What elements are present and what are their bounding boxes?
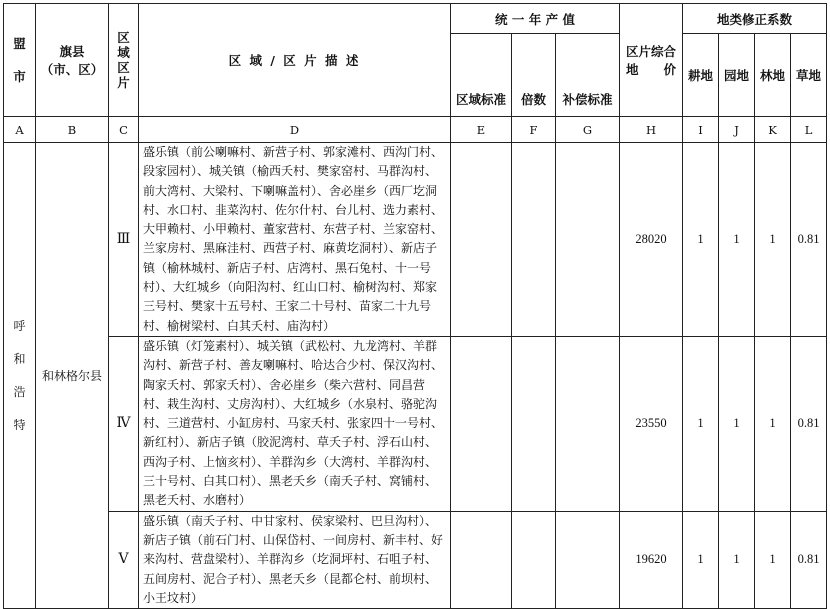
multiple-cell [512, 511, 556, 608]
garden-coefficient-cell: 1 [719, 143, 755, 337]
grass-coefficient-cell: 0.81 [791, 143, 827, 337]
description-cell: 盛乐镇（前公喇嘛村、新营子村、郭家滩村、西沟门村、段家园村）、城关镇（榆西夭村、樊家窑村、马群沟村、前大湾村、大梁村、下喇嘛盖村）、舍必崖乡（西厂圪洞村、水口村、韭菜沟村、佐尔什村、台儿村、选力素村、大甲赖村、小甲赖村、董家营村、东营子村、兰家窑村、兰家房村、黑麻洼村、西营子村、麻黄圪洞村）、新店子镇（榆林城村、新店子村、店湾村、黑石兔村、十一号村）、大红城乡（向阳沟村、红山口村、榆树沟村、郑家三号村、樊家十五号村、王家二十号村、苗家二十九号村、榆树梁村、白其夭村、庙沟村） [139, 143, 451, 337]
header-multiple: 倍数 [512, 34, 556, 117]
header-annual-output: 统 一 年 产 值 [451, 4, 620, 34]
column-letter: G [556, 117, 620, 143]
header-county: 旗县 （市、区） [36, 4, 109, 117]
header-row-1 [4, 4, 827, 34]
header-forest: 林地 [755, 34, 791, 117]
column-letter: D [139, 117, 451, 143]
grass-coefficient-cell: 0.81 [791, 511, 827, 608]
column-letter: C [109, 117, 139, 143]
description-cell: 盛乐镇（南夭子村、中甘家村、侯家梁村、巴旦沟村）、新店子镇（前石门村、山保岱村、一间房村、新丰村、好来沟村、营盘梁村）、羊群沟乡（圪洞坪村、石咀子村、五间房村、泥合子村）、黑老夭乡（昆都仑村、前坝村、小王坟村） [139, 511, 451, 608]
column-letter: J [719, 117, 755, 143]
header-compensation-standard: 补偿标准 [556, 34, 620, 117]
header-zone: 区域区片 [109, 4, 139, 117]
column-letter: L [791, 117, 827, 143]
zone-cell: Ⅴ [109, 511, 139, 608]
header-regional-standard: 区域标准 [451, 34, 512, 117]
land-price-table [3, 3, 827, 609]
zone-cell: Ⅲ [109, 143, 139, 337]
arable-coefficient-cell: 1 [683, 336, 719, 511]
composite-price-cell: 28020 [620, 143, 683, 337]
header-description: 区 域 / 区 片 描 述 [139, 4, 451, 117]
header-arable: 耕地 [683, 34, 719, 117]
grass-coefficient-cell: 0.81 [791, 336, 827, 511]
forest-coefficient-cell: 1 [755, 336, 791, 511]
county-cell: 和林格尔县 [36, 143, 109, 609]
garden-coefficient-cell: 1 [719, 336, 755, 511]
compensation-standard-cell [556, 336, 620, 511]
column-letter: F [512, 117, 556, 143]
zone-cell: Ⅳ [109, 336, 139, 511]
header-grass: 草地 [791, 34, 827, 117]
table-row [4, 336, 827, 511]
compensation-standard-cell [556, 511, 620, 608]
column-letter: E [451, 117, 512, 143]
table-row [4, 511, 827, 608]
arable-coefficient-cell: 1 [683, 511, 719, 608]
multiple-cell [512, 143, 556, 337]
regional-standard-cell [451, 143, 512, 337]
column-letter-row [4, 117, 827, 143]
column-letter: H [620, 117, 683, 143]
header-garden: 园地 [719, 34, 755, 117]
header-correction-coefficient: 地类修正系数 [683, 4, 827, 34]
table-row [4, 143, 827, 337]
column-letter: B [36, 117, 109, 143]
league-city-cell: 呼和浩特 [4, 143, 36, 609]
column-letter: A [4, 117, 36, 143]
description-cell: 盛乐镇（灯笼素村）、城关镇（武松村、九龙湾村、羊群沟村、新营子村、善友喇嘛村、哈达合少村、保汉沟村、陶家夭村、郭家夭村）、舍必崖乡（柴六营村、同昌营村、栽生沟村、丈房沟村）、大红城乡（水泉村、骆驼沟村、三道营村、小缸房村、马家夭村、张家四十一号村、新红村）、新店子镇（胶泥湾村、草夭子村、浮石山村、西沟子村、上恼亥村）、羊群沟乡（大湾村、羊群沟村、三十号村、白其口村）、黑老夭乡（南夭子村、窝铺村、黑老夭村、水磨村） [139, 336, 451, 511]
forest-coefficient-cell: 1 [755, 511, 791, 608]
composite-price-cell: 19620 [620, 511, 683, 608]
multiple-cell [512, 336, 556, 511]
regional-standard-cell [451, 336, 512, 511]
column-letter: K [755, 117, 791, 143]
arable-coefficient-cell: 1 [683, 143, 719, 337]
column-letter: I [683, 117, 719, 143]
composite-price-cell: 23550 [620, 336, 683, 511]
compensation-standard-cell [556, 143, 620, 337]
header-league-city: 盟市 [4, 4, 36, 117]
header-composite-price: 区片综合 地 价 [620, 4, 683, 117]
regional-standard-cell [451, 511, 512, 608]
forest-coefficient-cell: 1 [755, 143, 791, 337]
garden-coefficient-cell: 1 [719, 511, 755, 608]
